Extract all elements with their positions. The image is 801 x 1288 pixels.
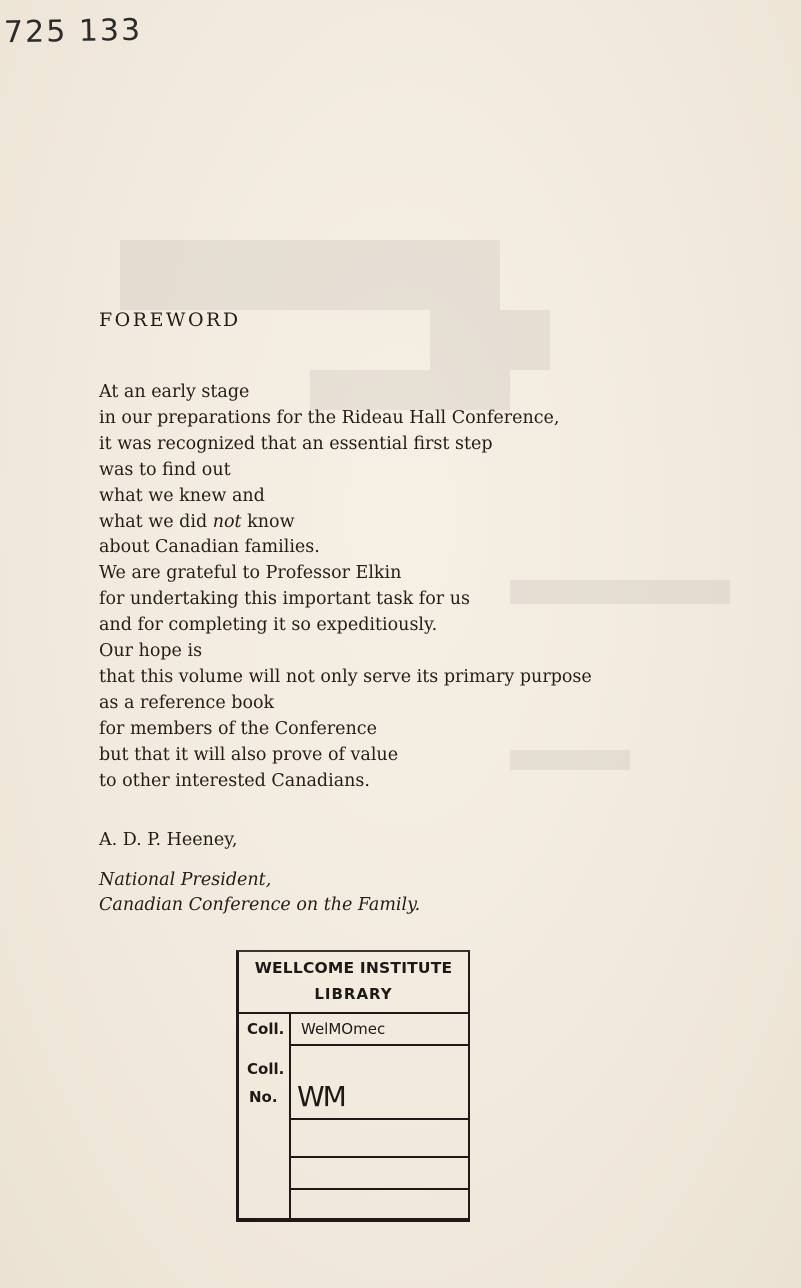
signer-role-line: Canadian Conference on the Family. <box>99 895 421 915</box>
text-line-start: what we did <box>99 511 213 532</box>
text-line: as a reference book <box>99 692 275 713</box>
stamp-rule <box>289 1044 468 1046</box>
emphasis-word: not <box>212 511 242 532</box>
stamp-rule <box>289 1118 468 1120</box>
stamp-rule <box>289 1188 468 1190</box>
text-line <box>99 510 719 536</box>
stamp-no-value: WM <box>297 1080 345 1113</box>
handwritten-catalog-number: 725 133 <box>3 12 143 51</box>
stamp-coll-value: WelMOmec <box>301 1020 386 1038</box>
text-line: in our preparations for the Rideau Hall Conference, <box>99 407 560 428</box>
text-line: At an early stage <box>99 382 250 402</box>
library-stamp <box>236 950 470 1222</box>
signer-role-line: National President, <box>99 870 272 890</box>
text-line: about Canadian families. <box>99 537 320 558</box>
stamp-no-label: No. <box>249 1088 278 1106</box>
text-line: but that it will also prove of value <box>99 744 399 765</box>
signer-name: A. D. P. Heeney, <box>99 830 238 850</box>
text-line: Our hope is <box>99 641 203 662</box>
text-line: to other interested Canadians. <box>99 770 370 791</box>
text-line: We are grateful to Professor Elkin <box>99 563 402 584</box>
text-line: it was recognized that an essential first step <box>99 433 493 454</box>
text-line-end: know <box>241 511 295 532</box>
stamp-column-divider <box>289 1012 291 1218</box>
stamp-title: WELLCOME INSTITUTE <box>254 959 453 977</box>
stamp-rule <box>289 1156 468 1158</box>
stamp-subtitle: LIBRARY <box>314 985 393 1003</box>
text-line: for undertaking this important task for us <box>99 589 470 610</box>
text-line: that this volume will not only serve its primary purpose <box>99 666 592 687</box>
text-line: for members of the Conference <box>99 718 377 739</box>
foreword-text <box>99 380 719 795</box>
page-title: FOREWORD <box>99 309 241 331</box>
text-line: was to find out <box>99 459 231 480</box>
stamp-coll-label-2: Coll. <box>247 1060 285 1078</box>
stamp-coll-label: Coll. <box>247 1020 285 1038</box>
stamp-rule <box>239 1012 468 1014</box>
signer-role <box>99 868 420 918</box>
text-line: and for completing it so expeditiously. <box>99 615 438 636</box>
text-line: what we knew and <box>99 485 265 506</box>
